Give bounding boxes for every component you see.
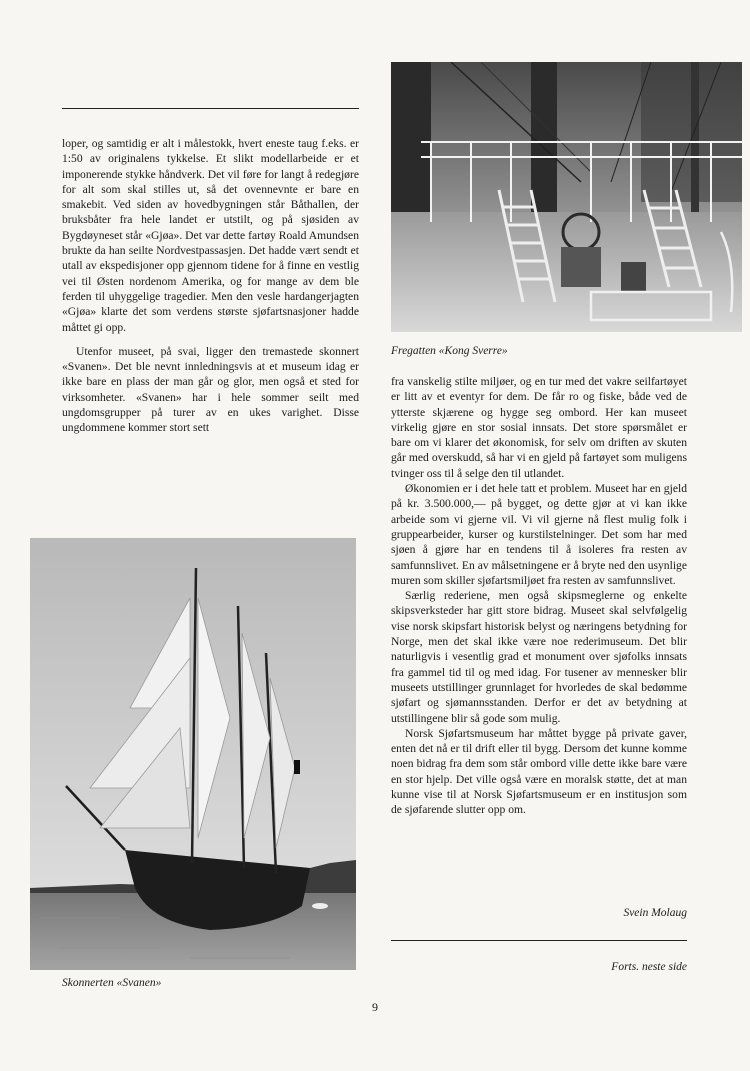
schooner-photo [30,538,356,970]
frigate-deck-image [391,62,742,332]
continued-note: Forts. neste side [611,961,687,973]
right-paragraph-1: fra vanskelig stilte miljøer, og en tur med det vakre seilfartøyet er litt av et eventyr for dem. De får ro og fiske, både ved de ytterste skjærene og hygge seg ombord. Her kan museet virkelig gjøre en stor sosial innsats. Det store spørsmålet er bare om vi klarer det økonomisk, for selv om driften av skuten går med overskudd, så har vi en gjeld på fartøyet som muligens tvinger oss til å selge den til utlandet. [391,375,687,480]
right-paragraph-3: Særlig rederiene, men også skipsmeglerne og enkelte skipsverksteder har gitt store bidrag. Museet skal selvfølgelig vise norsk skipsfart historisk belyst og næringens betydning for Norge, men det skal ikke være noe rederimuseum. Det blir naturligvis i vesentlig grad et monument over sjøfolks innsats fra gammel tid til og med idag. For tusener av mennesker blir museets utstillinger grunnlaget for hvorledes de skal bedømme sjøfart og sjømannsstanden. Derfor er det av betydning at utstillingene blir så gode som mulig. [391,589,687,725]
author-signature: Svein Molaug [623,907,687,919]
left-paragraph-2: Utenfor museet, på svai, ligger den tremastede skonnert «Svanen». Det ble nevnt innledningsvis at et museum idag er ikke bare en plass der man går og glor, men også et sted for virksomheter. «Svanen» har i hele sommer seilt med ungdomsgrupper på turer av en ukes varighet. Disse ungdommene kommer stort sett [62,344,359,435]
page-number: 9 [372,1000,378,1014]
frigate-deck-photo [391,62,742,332]
right-paragraph-2: Økonomien er i det hele tatt et problem. Museet har en gjeld på kr. 3.500.000,— på bygget, og dette gjør at vi kan ikke arbeide som vi gjerne vil. Vi vil gjerne nå flest mulig folk i gruppearbeider, kurser og kurstilstelninger. Det som har med sjøen å gjøre har en tendens til å isoleres fra resten av samfunnslivet. En av målsetningene er å bryte ned den usynlige muren som skiller sjøfartsmiljøet fra resten av samfunnslivet. [391,482,687,587]
schooner-image [30,538,356,970]
top-photo-caption: Fregatten «Kong Sverre» [391,345,508,357]
left-paragraph-1: loper, og samtidig er alt i målestokk, hvert eneste taug f.eks. er 1:50 av originalens tykkelse. Et slikt modellarbeide er et imponerende stykke håndverk. Det vil føre for langt å redegjøre for alt som skal stilles ut, så det ovennevnte er bare en smakebit. Ved siden av hovedbygningen står Båthallen, der bruksbåter fra hele landet er utstilt, og på sjøsiden av Bygdøyneset står «Gjøa». Det var dette fartøy Roald Amundsen brukte da han seilte Nordvestpassasjen. Det hadde vært sendt et utall av ekspedisjoner opp gjennom tidene for å finne en vestlig vei til Østen nordenom Amerika, og for mange av dem ble ferden til uhyggelige tragedier. Men den vesle hardangerjagten «Gjøa» klarte det som verdens største sjøfartsnasjoner hadde måttet gi opp. [62,137,359,334]
right-paragraph-4: Norsk Sjøfartsmuseum har måttet bygge på private gaver, enten det nå er til drift eller til bygg. Dersom det kunne komme noen bidrag fra dem som står ombord ville dette ikke bare være en stor hjelp. Det ville også være en moralsk støtte, det at man kunne vise til at Norsk Sjøfartsmuseum er en institusjon som de sjøfarende slutter opp om. [391,726,687,817]
bottom-photo-caption: Skonnerten «Svanen» [62,977,162,989]
left-column [62,136,359,436]
right-column [391,374,687,818]
top-rule [62,108,359,109]
bottom-rule [391,940,687,941]
